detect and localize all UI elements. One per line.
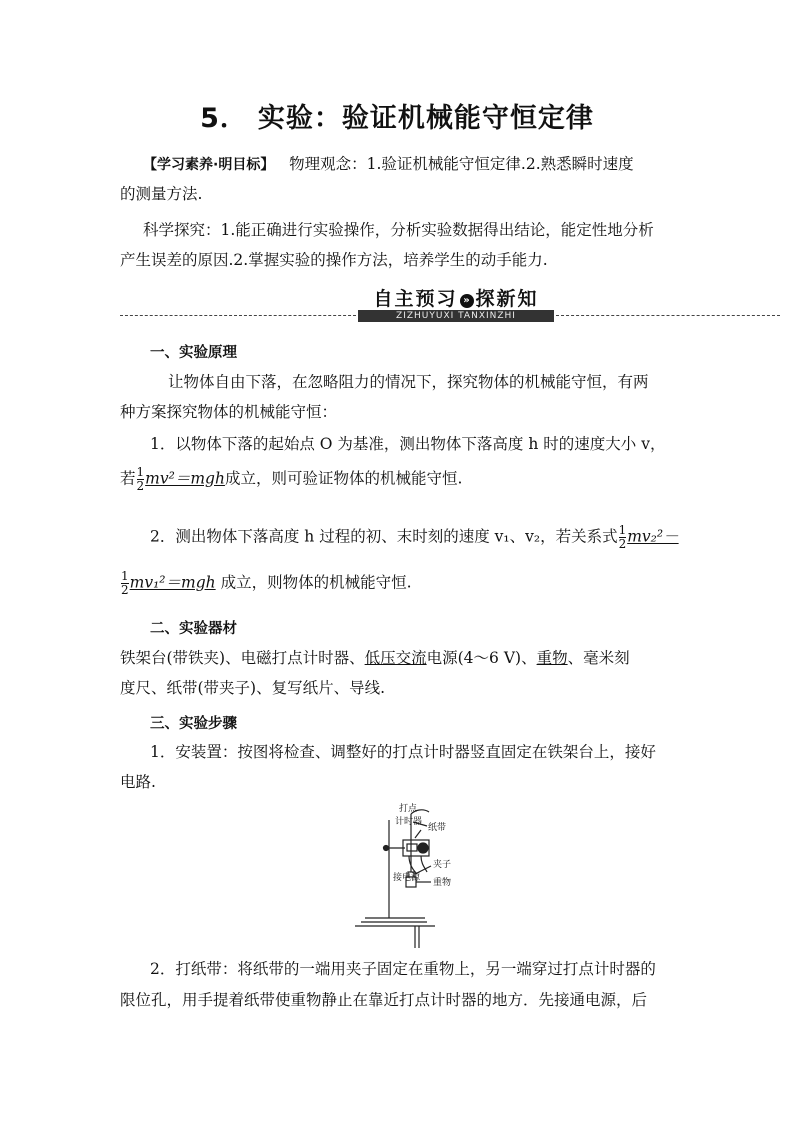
step1-line-2: 电路.: [120, 773, 156, 791]
banner-subtitle: ZIZHUYUXI TANXINZHI: [358, 310, 554, 322]
item2-text: 2．测出物体下落高度 h 过程的初、末时刻的速度 v₁、v₂，若关系式: [150, 527, 618, 546]
fraction-denominator: 2: [618, 537, 627, 551]
divider-left: [120, 315, 356, 316]
label-weight: 重物: [433, 878, 452, 888]
item2-suffix: 成立，则物体的机械能守恒.: [220, 573, 412, 592]
fraction-numerator: 1: [136, 465, 145, 479]
title-number: 5．: [200, 103, 248, 134]
banner-title-right: 探新知: [475, 288, 539, 310]
section-heading-principle: 一、实验原理: [150, 345, 237, 361]
label-power: 接电源: [393, 873, 421, 883]
label-timer-1: 打点: [399, 804, 418, 814]
step1-line-1: 1．安装置：按图将检查、调整好的打点计时器竖直固定在铁架台上，接好: [150, 743, 656, 761]
section-heading-steps: 三、实验步骤: [150, 716, 237, 732]
science-inquiry-line-1: [143, 218, 654, 240]
fraction-half: [121, 570, 129, 597]
principle-intro-1: 让物体自由下落，在忽略阻力的情况下，探究物体的机械能守恒，有两: [168, 373, 649, 391]
equipment-line-2: 度尺、纸带(带夹子)、复写纸片、导线.: [120, 679, 386, 697]
equipment-text-a: 铁架台(带铁夹)、电磁打点计时器、: [120, 649, 365, 667]
fraction-denominator: 2: [121, 583, 129, 597]
goals-label: 【学习素养·明目标】: [143, 157, 275, 173]
title-text: 实验：验证机械能守恒定律: [257, 103, 594, 134]
equipment-underlined-1: 低压交流: [364, 649, 427, 667]
section-heading-equipment: 二、实验器材: [150, 621, 237, 637]
fraction-half: [137, 466, 145, 493]
apparatus-figure: [355, 800, 475, 950]
item1-prefix: 若: [120, 469, 136, 488]
principle-item-1-line-2: [120, 466, 462, 493]
science-inquiry-label: 科学探究：: [143, 221, 221, 239]
banner-title: [358, 288, 554, 310]
fraction-numerator: 1: [618, 523, 627, 537]
physics-concept-line-1: 物理观念：1.验证机械能守恒定律.2.熟悉瞬时速度: [289, 155, 634, 173]
item2-formula-1: mv₂²－: [627, 527, 679, 546]
double-chevron-icon: »: [460, 294, 474, 308]
power-wire: [409, 856, 417, 874]
label-tape: 纸带: [428, 823, 447, 833]
section-banner: [358, 288, 554, 322]
step2-line-1: 2．打纸带：将纸带的一端用夹子固定在重物上，另一端穿过打点计时器的: [150, 960, 656, 978]
principle-item-1-line-1: 1．以物体下落的起始点 O 为基准，测出物体下落高度 h 时的速度大小 v，: [150, 435, 666, 453]
item1-suffix: 成立，则可验证物体的机械能守恒.: [224, 469, 463, 488]
page-title: [0, 96, 794, 135]
label-clip: 夹子: [433, 860, 452, 870]
principle-intro-2: 种方案探究物体的机械能守恒：: [120, 403, 338, 421]
equipment-text-c: 、毫米刻: [567, 649, 630, 667]
item2-formula-2: mv₁²＝mgh: [129, 573, 216, 592]
step2-line-2: 限位孔，用手提着纸带使重物静止在靠近打点计时器的地方．先接通电源，后: [120, 991, 648, 1009]
fraction-denominator: 2: [136, 479, 145, 493]
divider-right: [556, 315, 780, 316]
label-timer-2: 计时器: [395, 817, 423, 827]
physics-concept-line-2: 的测量方法.: [120, 185, 203, 203]
fraction-numerator: 1: [121, 569, 129, 583]
equipment-underlined-2: 重物: [536, 649, 568, 667]
banner-title-left: 自主预习: [373, 288, 458, 310]
principle-item-2-line-1: [150, 524, 679, 551]
equipment-text-b: 电源(4～6 V)、: [426, 649, 537, 667]
principle-item-2-line-2: [120, 570, 412, 597]
item1-formula: mv²＝mgh: [145, 469, 225, 488]
fraction-half: [619, 524, 627, 551]
goals-line-1: [143, 152, 634, 174]
equipment-line-1: [120, 646, 630, 668]
science-inquiry-text-1: 1.能正确进行实验操作，分析实验数据得出结论，能定性地分析: [220, 221, 654, 239]
science-inquiry-line-2: 产生误差的原因.2.掌握实验的操作方法，培养学生的动手能力.: [120, 251, 548, 269]
